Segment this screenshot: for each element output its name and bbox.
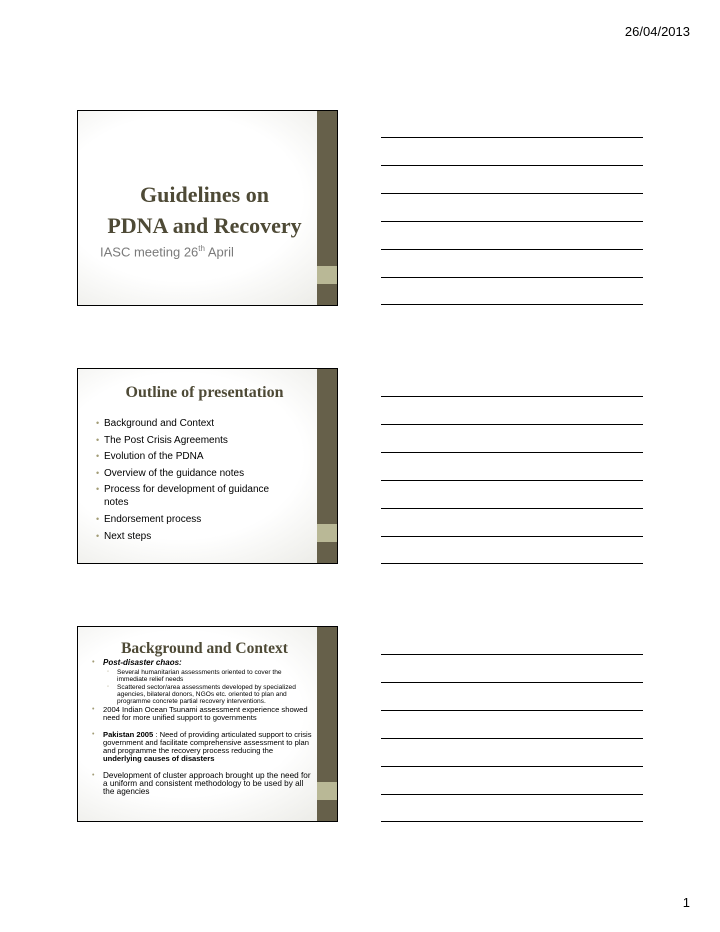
slide-1-thumbnail	[77, 110, 338, 306]
bullet-tsunami: • 2004 Indian Ocean Tsunami assessment experience showed need for more unified support to governments	[90, 706, 312, 722]
slide-bar-accent	[317, 524, 337, 542]
slide-bar-accent	[317, 782, 337, 800]
list-item: • Evolution of the PDNA	[96, 450, 296, 463]
bullet-post-disaster: • Post-disaster chaos:	[90, 659, 312, 667]
slide-title	[88, 179, 321, 241]
note-line	[381, 794, 643, 795]
bullet-text: : Need of providing articulated support to crisis government and facilitate comprehensive assessment to plan and programme the recovery process reducing the	[103, 730, 312, 755]
note-line	[381, 304, 643, 305]
slide-title-line-1: Guidelines on	[140, 182, 269, 207]
subtitle-text: IASC meeting 26	[100, 244, 199, 260]
subtitle-text-end: April	[204, 244, 234, 260]
note-line	[381, 536, 643, 537]
slide-title: Background and Context	[121, 640, 288, 657]
note-line	[381, 193, 643, 194]
list-item: • Overview of the guidance notes	[96, 467, 296, 480]
note-line	[381, 563, 643, 564]
bullet-pakistan	[90, 731, 312, 763]
slide-title: Outline of presentation	[125, 384, 284, 401]
note-line	[381, 137, 643, 138]
bold-text: Pakistan 2005	[103, 730, 154, 739]
list-item: • Process for development of guidance notes	[96, 483, 296, 509]
slide-subtitle	[100, 244, 234, 259]
note-line	[381, 738, 643, 739]
slide-body	[90, 659, 312, 798]
note-line	[381, 221, 643, 222]
note-line	[381, 424, 643, 425]
slide-2-thumbnail	[77, 368, 338, 564]
note-line	[381, 821, 643, 822]
list-item: • Endorsement process	[96, 513, 296, 526]
note-line	[381, 249, 643, 250]
note-line	[381, 654, 643, 655]
sub-bullet: ◦ Several humanitarian assessments oriented to cover the immediate relief needs	[90, 669, 312, 683]
slide-bar-accent	[317, 266, 337, 284]
note-line	[381, 682, 643, 683]
outline-list	[96, 417, 296, 546]
bullet-cluster-approach: • Development of cluster approach brought up the need for a uniform and consistent methodology to be used by all the agencies	[90, 772, 312, 796]
slide-title-line-2: PDNA and Recovery	[107, 213, 302, 238]
note-line	[381, 165, 643, 166]
note-line	[381, 766, 643, 767]
note-line	[381, 277, 643, 278]
note-line	[381, 480, 643, 481]
list-item: • Background and Context	[96, 417, 296, 430]
slide-3-thumbnail	[77, 626, 338, 822]
sub-bullet: ◦ Scattered sector/area assessments developed by specialized agencies, bilateral donors, NGOs etc. oriented to plan and programme concrete partial recovery interventions.	[90, 684, 312, 705]
list-item: • Next steps	[96, 530, 296, 543]
note-line	[381, 710, 643, 711]
subtitle-superscript: th	[198, 244, 205, 253]
bold-text: underlying causes of disasters	[103, 754, 215, 763]
page-number: 1	[682, 895, 690, 910]
list-item: • The Post Crisis Agreements	[96, 434, 296, 447]
note-line	[381, 396, 643, 397]
note-line	[381, 508, 643, 509]
note-line	[381, 452, 643, 453]
header-date: 26/04/2013	[624, 24, 690, 39]
